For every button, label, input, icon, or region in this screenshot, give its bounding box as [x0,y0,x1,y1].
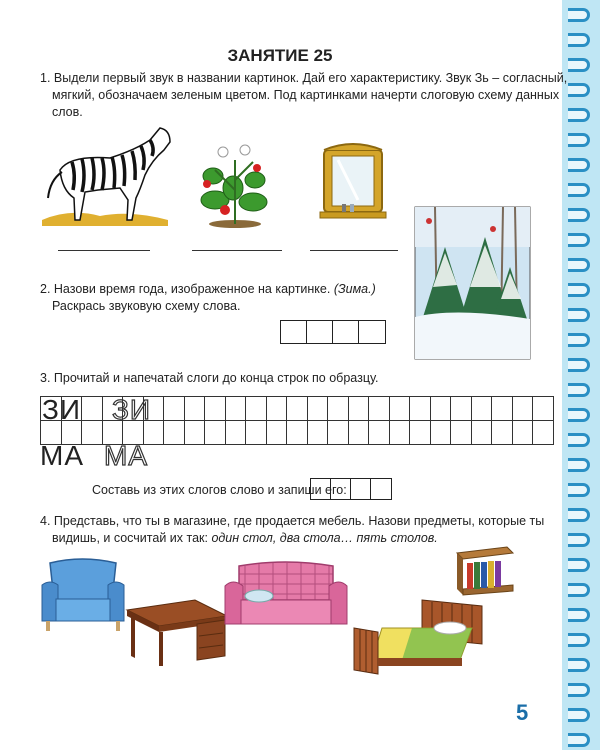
grid-cell[interactable] [369,397,390,421]
answer-line-zebra[interactable] [58,250,150,251]
spiral-loop [568,408,590,422]
task3-compose: Составь из этих слогов слово и запиши его: [92,483,347,497]
spiral-loop [568,633,590,647]
grid-cell[interactable] [348,397,369,421]
grid-cell[interactable] [266,421,287,445]
task4-line2 [52,530,438,547]
syllable-ma-sample: МА [40,440,84,471]
spiral-loop [568,58,590,72]
grid-cell[interactable] [512,397,533,421]
spiral-loop [568,458,590,472]
grid-cell[interactable] [492,397,513,421]
grid-cell[interactable] [328,421,349,445]
page-number: 5 [516,700,529,725]
spiral-loop [568,658,590,672]
task2-line2: Раскрась звуковую схему слова. [52,299,241,313]
grid-cell[interactable] [307,397,328,421]
grid-cell[interactable] [430,397,451,421]
spiral-loop [568,208,590,222]
answer-line-mirror[interactable] [310,250,398,251]
grid-cell[interactable] [492,421,513,445]
grid-cell[interactable] [410,421,431,445]
spiral-loop [568,433,590,447]
grid-cell[interactable] [471,397,492,421]
task2-question: 2. Назови время года, изображенное на картинке. [40,282,331,296]
zebra-picture [40,120,175,230]
answer-line-strawberry[interactable] [192,250,282,251]
spiral-loop [568,83,590,97]
task3-line1: 3. Прочитай и напечатай слоги до конца строк по образцу. [40,371,379,385]
spiral-loop [568,733,590,747]
spiral-loop [568,33,590,47]
grid-cell[interactable] [164,397,185,421]
mirror-picture [318,140,388,222]
spiral-loop [568,558,590,572]
spiral-loop [568,158,590,172]
spiral-loop [568,683,590,697]
grid-cell[interactable] [451,397,472,421]
grid-cell[interactable] [328,397,349,421]
task2-answer: (Зима.) [333,282,376,296]
spiral-loop [568,183,590,197]
task4-example: один стол, два стола… пять столов. [211,531,438,545]
winter-picture [415,207,530,359]
syllable-zi-trace: ЗИ [112,394,152,425]
task4-line2-text: видишь, и сосчитай их так: [52,531,212,545]
spiral-loop [568,8,590,22]
spiral-loop [568,608,590,622]
strawberry-picture [195,140,275,230]
grid-cell[interactable] [389,421,410,445]
spiral-loop [568,533,590,547]
grid-cell[interactable] [205,397,226,421]
spiral-loop [568,133,590,147]
page-title: ЗАНЯТИЕ 25 [227,46,333,65]
spiral-loop [568,308,590,322]
grid-cell[interactable] [164,421,185,445]
spiral-loop [568,258,590,272]
desk-picture [125,598,230,668]
grid-cell[interactable] [348,421,369,445]
task1-line2: мягкий, обозначаем зеленым цветом. Под картинками начерти слоговую схему данных [52,88,560,102]
spiral-loop [568,383,590,397]
spiral-loop [568,108,590,122]
grid-cell[interactable] [287,421,308,445]
spiral-binding [562,0,600,750]
spiral-loop [568,583,590,597]
spiral-loop [568,333,590,347]
grid-cell[interactable] [451,421,472,445]
armchair-picture [40,555,125,635]
task4-line1: 4. Представь, что ты в магазине, где продается мебель. Назови предметы, которые ты [40,514,545,528]
grid-cell[interactable] [512,421,533,445]
grid-cell[interactable] [184,397,205,421]
grid-cell[interactable] [533,397,554,421]
grid-cell[interactable] [246,421,267,445]
grid-cell[interactable] [533,421,554,445]
grid-cell[interactable] [205,421,226,445]
grid-cell[interactable] [82,397,103,421]
word-answer-cells[interactable] [310,478,392,500]
sound-scheme-zima[interactable] [280,320,386,344]
syllable-zi-sample: ЗИ [42,394,82,425]
grid-cell[interactable] [225,397,246,421]
grid-cell[interactable] [266,397,287,421]
spiral-loop [568,483,590,497]
grid-cell[interactable] [410,397,431,421]
grid-cell[interactable] [307,421,328,445]
grid-cell[interactable] [82,421,103,445]
spiral-loop [568,508,590,522]
task2-line1 [40,281,376,298]
spiral-loop [568,283,590,297]
grid-cell[interactable] [246,397,267,421]
grid-cell[interactable] [184,421,205,445]
sofa-picture [225,560,347,635]
grid-cell[interactable] [287,397,308,421]
syllable-ma-trace: МА [104,440,148,471]
spiral-loop [568,233,590,247]
bookshelf-picture [455,545,515,597]
grid-cell[interactable] [225,421,246,445]
grid-cell[interactable] [471,421,492,445]
grid-cell[interactable] [430,421,451,445]
grid-cell[interactable] [389,397,410,421]
task1-line3: слов. [52,105,83,119]
grid-cell[interactable] [369,421,390,445]
spiral-loop [568,358,590,372]
task1-line1: 1. Выдели первый звук в названии картинок. Дай его характеристику. Звук Зь – согласный, [40,71,568,85]
spiral-loop [568,708,590,722]
bed-picture [352,598,490,678]
